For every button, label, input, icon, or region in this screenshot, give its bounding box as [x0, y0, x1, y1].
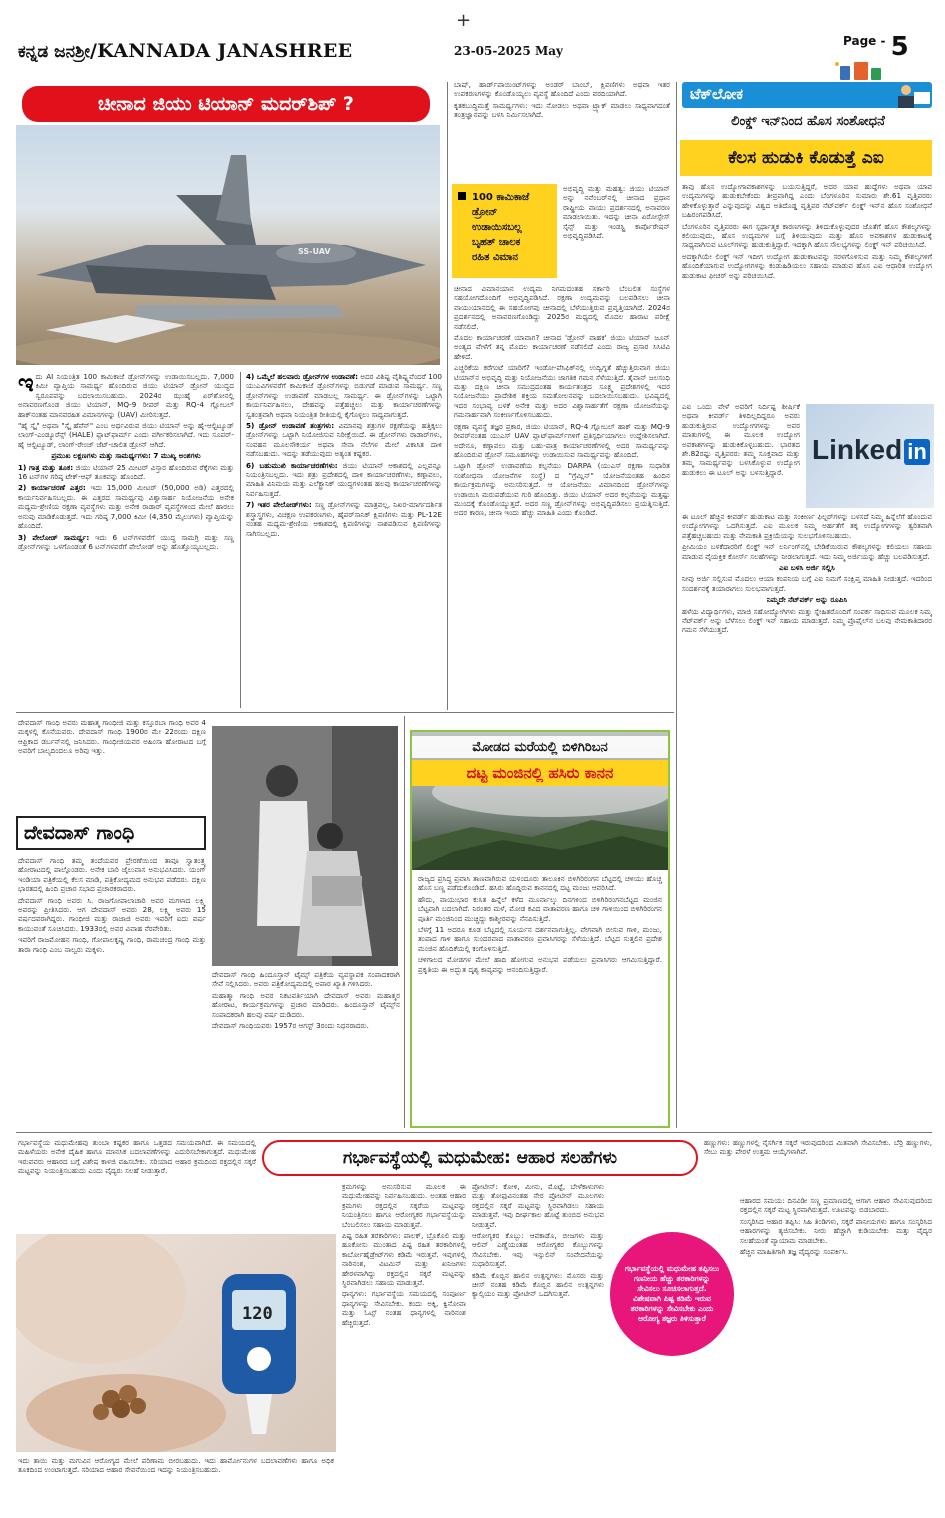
devadas-headline: ದೇವದಾಸ್ ಗಾಂಧಿ [24, 822, 135, 844]
drone-para: ಬಾಷ್, ಹಾರ್ಡ್‌ಪಾಯಿಂಟ್‌ಗಳನ್ನು ಅಂಡರ್ ಬಾಂಬ್, ಕ್ಷಿಪಣಿಗಳು ಅಥವಾ ಇತರ ಉಪಕರಣಗಳನ್ನು ಕೊಂಡೊಯ್ಯಲು ವ್ಯವಸ್ಥೆ ಹೊಂದಿದೆ ಎಂದು ವರದಿಯಾಗಿದೆ. [454, 80, 670, 99]
issue-month: May [534, 44, 563, 58]
drone-callout-box [452, 184, 557, 278]
devadas-para: ಇವರಿಗೆ ರಾಜಮೋಹನ ಗಾಂಧಿ, ಗೋಪಾಲಕೃಷ್ಣ ಗಾಂಧಿ, ರಾಮಚಂದ್ರ ಗಾಂಧಿ ಮತ್ತು ತಾರಾ ಗಾಂಧಿ ಎಂಬ ನಾಲ್ವರು ಮಕ್ಕಳು. [18, 935, 206, 954]
callout-line: ಡ್ರೋನ್ [472, 207, 498, 218]
drone-para: ಕೃತಕಬುದ್ಧಿಮತ್ತೆ ಸಾಮರ್ಥ್ಯಗಳು: ಇದು ನೋಡಲು ಅಥವಾ ಟ್ರ್ಯಾಕ್ ಮಾಡಲು ಸಾಧ್ಯವಾಗದಂತೆ ತಂತ್ರಜ್ಞಾನವನ್ನು ಬಳಸಿ ನಿರ್ಮಿಸಲಾಗಿದೆ. [454, 100, 670, 120]
devadas-para: ಮಹಾತ್ಮಾ ಗಾಂಧಿ ಅವರ ನಿಕಟವರ್ತಿಯಾಗಿ ದೇವದಾಸ್ ಅವರು ಮಹಾತ್ಮರ ಹೋರಾಟ, ಕಾರ್ಯಕ್ರಮಗಳನ್ನು ಪ್ರಚಾರ ಮಾಡಿದರು. ಹಿಂದೂಸ್ತಾನ್ ಟೈಮ್ಸ್‌ನ ಸಂಪಾದಕರಾಗಿ ಹಲವು ವರ್ಷ ದುಡಿದರು. [212, 990, 400, 1019]
tech-text-top [682, 182, 932, 400]
diabetes-para: ಧಾನ್ಯಗಳು: ಗರ್ಭಾವಸ್ಥೆಯ ಸಮಯದಲ್ಲಿ ಸಂಪೂರ್ಣ ಧಾನ್ಯಗಳನ್ನು ಸೇವಿಸಬೇಕು. ಕಂದು ಅಕ್ಕಿ, ಕ್ವಿನೋವಾ ಮತ್ತು ಓಟ್ಸ್ ನಂತಹ ಧಾನ್ಯಗಳಲ್ಲಿ ನಾರಿನಂಶ ಹೆಚ್ಚಿರುತ್ತದೆ. [342, 1289, 466, 1327]
drone-spec: 4) ಒಮ್ಮೆಲೆ ಹಲವಾರು ಡ್ರೋನ್‌ಗಳ ಉಡಾವಣೆ: ಅದರ ವಿಶಿಷ್ಟ ವೈಶಿಷ್ಟ್ಯವೆಂದರೆ 100 ಯುಎವಿಗಳವರೆಗೆ ಕಾಮಿಕಾಜೆ ಡ್ರೋನ್‌ಗಳನ್ನು ಬಿಡುಗಡೆ ಮಾಡುವ ಸಾಮರ್ಥ್ಯ. ಸಣ್ಣ ಡ್ರೋನ್‌ಗಳನ್ನು ಉಡಾವಣೆ ಮಾಡಬಲ್ಲ ಸಾಮರ್ಥ್ಯ. ಈ ಡ್ರೋನ್‌ಗಳನ್ನು ಒಟ್ಟಾಗಿ ಕಾರ್ಯನಿರ್ವಹಿಸಲು, ದೇಹವನ್ನು ಪತ್ತೆಹಚ್ಚಲು ಮತ್ತು ಕಾರ್ಯಾಚರಣೆಗಳನ್ನು ಸ್ವತಂತ್ರವಾಗಿ ಅಥವಾ ನಿಯಂತ್ರಿತ ರೀತಿಯಲ್ಲಿ ಕೈಗೊಳ್ಳಲು ಸಾಧ್ಯವಾಗುತ್ತದೆ. [246, 372, 442, 419]
masthead [0, 0, 945, 82]
forest-headline-1-box [412, 736, 668, 758]
linkedin-in-icon: in [904, 439, 930, 465]
glucose-meter-reading: 120 [242, 1304, 273, 1324]
drone-para: ರಕ್ಷಣಾ ವ್ಯವಸ್ಥೆ ತಜ್ಞರ ಪ್ರಕಾರ, ಜಿಯು ಟಿಯಾನ್, RQ-4 ಗ್ಲೋಬಲ್ ಹಾಕ್ ಮತ್ತು MQ-9 ರೀಪರ್‌ನಂತಹ ಯುಎಸ್ UAV ಪ್ಲಾಟ್‌ಫಾರ್ಮ್‌ಗಳಿಗೆ ಪ್ರತಿಸ್ಪರ್ಧಿಯಾಗಲು ಉದ್ದೇಶಿಸಲಾಗಿದೆ. ಅದೇನೂ, ಕಣ್ಗಾವಲು ಮತ್ತು ಬಹು-ಪಾತ್ರ ಕಾರ್ಯಾಚರಣೆಗಳಲ್ಲಿ ಅದರ ಸಾಮರ್ಥ್ಯವನ್ನು ಹೊಂದಿರುವ ಡ್ರೋನ್ ಸಮೂಹಗಳನ್ನು ಉಡಾಯಿಸುವ ಸಾಮರ್ಥ್ಯವನ್ನು ಹೊಂದಿದೆ. [454, 421, 670, 459]
paper-title [18, 40, 352, 62]
forest-para: ಬೆಳಗ್ಗೆ 11 ಅದರೂ ಕೂಡ ಬೆಟ್ಟದಲ್ಲಿ ಸೂರ್ಯನ ದರ್ಶನವಾಗುತ್ತಿಲ್ಲ. ವೇಗವಾಗಿ ಬೀಸುವ ಗಾಳಿ, ಮಂಜು, ತಂಪಾದ ಗಾಳಿ ಹಾಗೂ ಸುಂದರವಾದ ವಾತಾವರಣ ಪ್ರವಾಸಿಗರನ್ನು ಸೆಳೆಯುತ್ತಿದೆ. ಬೆಟ್ಟದ ಸುತ್ತಲಿನ ಪ್ರದೇಶ ಮಂಜಿನ ಹೊದಿಕೆಯಲ್ಲಿ ಕಂಗೊಳಿಸುತ್ತಿದೆ. [418, 925, 662, 953]
issue-date-value: 23-05-2025 [454, 44, 531, 58]
drone-para: "ಹೈ ಸ್ಕೈ" ಅಥವಾ "ಸ್ಕೈ ಹೆವೆನ್" ಎಂಬ ಅರ್ಥವಿರುವ ಜಿಯು ಟಿಯಾನ್ ಅನ್ನು ಹೈ-ಆಲ್ಟಿಟ್ಯೂಡ್ ಲಾಂಗ್-ಎಂಡ್ಯೂರೆನ್ಸ್ (HALE) ಪ್ಲಾಟ್‌ಫಾರ್ಮ್ ಎಂದು ವರ್ಗೀಕರಿಸಲಾಗಿದೆ. ಇದು ಸೂಪರ್-ಹೈ ಆಲ್ಟಿಟ್ಯೂಡ್, ಲಾಂಗ್-ರೇಂಜ್ ಜೆಟ್-ಚಾಲಿತ ಡ್ರೋನ್ ಆಗಿದೆ. [18, 421, 234, 449]
diabetes-photo [16, 1234, 336, 1452]
forest-headline-1: ಮೋಡದ ಮರೆಯಲ್ಲಿ ಬಿಳಿಗಿರಿಬನ [472, 739, 608, 755]
tech-para: ಈ ಟೂಲ್ ಹೆಚ್ಚಿನ ಕೀವರ್ಡ್ ಹುಡುಕಾಟ ಮತ್ತು ಸಂಕೀರ್ಣ ಫಿಲ್ಟರ್‌ಗಳನ್ನು ಬಳಸದೆ ನಿಮ್ಮ ಹಿನ್ನೆಲೆಗೆ ಹೊಂದುವ ಉದ್ಯೋಗಗಳನ್ನು ಒದಗಿಸುತ್ತದೆ. ಎಐ ಮೂಲಕ ನಿಮ್ಮ ಅರ್ಹತೆಗೆ ತಕ್ಕ ಉದ್ಯೋಗಗಳನ್ನು ತ್ವರಿತವಾಗಿ ಪತ್ತೆಹಚ್ಚಬಹುದು ಮತ್ತು ನೇಮಕಾತಿ ಪ್ರಕ್ರಿಯೆಯನ್ನು ಸುಲಭಗೊಳಿಸಬಹುದು. [682, 512, 932, 540]
drone-headline-banner [22, 86, 430, 122]
gadgets-icon [834, 60, 884, 82]
diabetes-para: ಸಂಸ್ಕರಿಸಿದ ಆಹಾರ ತಪ್ಪಿಸಿ: ಸಿಹಿ ತಿಂಡಿಗಳು, ಸಕ್ಕರೆ ಪಾನೀಯಗಳು ಹಾಗೂ ಸಂಸ್ಕರಿಸಿದ ಆಹಾರಗಳನ್ನು ತ್ಯಜಿಸಬೇಕು. ನೀರು ಹೆಚ್ಚಾಗಿ ಕುಡಿಯಬೇಕು ಮತ್ತು ವೈದ್ಯರ ಸಲಹೆಯಂತೆ ವ್ಯಾಯಾಮ ಮಾಡಬೇಕು. [740, 1216, 932, 1245]
forest-article [410, 730, 670, 1128]
paper-title-kannada: ಕನ್ನಡ ಜನಶ್ರೀ [18, 42, 90, 62]
callout-line: ಉಡಾಯಿಸಬಲ್ಲ [472, 222, 522, 233]
devadas-intro [18, 718, 206, 814]
forest-headline-2-box [412, 760, 668, 786]
tech-para: ನೀವು ಅರ್ಜಿ ಸಲ್ಲಿಸುವ ಮೊದಲು ಆಯಾ ಕಂಪನಿಯ ಬಗ್ಗೆ ಎಐ ನಿಮಗೆ ಸಂಕ್ಷಿಪ್ತ ಮಾಹಿತಿ ನೀಡುತ್ತದೆ. ಇದರಿಂದ ಸಂದರ್ಶನಕ್ಕೆ ತಯಾರಾಗಲು ಸುಲಭವಾಗುತ್ತದೆ. [682, 574, 932, 593]
tech-section-banner [682, 82, 932, 108]
drone-spec: 7) ಇತರ ಪೇಲೋಡ್‌ಗಳು: ಸಣ್ಣ ಡ್ರೋನ್‌ಗಳನ್ನು ಮಾತ್ರವಲ್ಲ, ನಿಖರ-ಮಾರ್ಗದರ್ಶಿತ ಶಸ್ತ್ರಾಸ್ತ್ರಗಳು, ವಿಚಕ್ಷಣ ಉಪಕರಣಗಳು, ಹೈಪರ್‌ಸಾನಿಕ್ ಕ್ಷಿಪಣಿಗಳು ಮತ್ತು PL-12E ನಂತಹ ಮಧ್ಯಮ-ಶ್ರೇಣಿಯ ಆಕಾಶದಲ್ಲಿ ಕ್ಷಿಪಣಿಗಳನ್ನು ನಾಶಪಡಿಸುವ ಕ್ಷಿಪಣಿಗಳನ್ನು ಸಾಗಿಸಬಲ್ಲದು. [246, 500, 442, 538]
callout-line: ರಹಿತ ವಿಮಾನ [472, 252, 518, 263]
diabetes-para: ಹಣ್ಣುಗಳು: ಹಣ್ಣುಗಳಲ್ಲಿ ನೈಸರ್ಗಿಕ ಸಕ್ಕರೆ ಇರುವುದರಿಂದ ಮಿತವಾಗಿ ಸೇವಿಸಬೇಕು. ಬೆರ್ರಿ ಹಣ್ಣುಗಳು, ಸೇಬು ಮತ್ತು ಪೇರಳೆ ಉತ್ತಮ ಆಯ್ಕೆಗಳಾಗಿವೆ. [704, 1138, 932, 1157]
drone-para: ಮೊದಲ ಕಾರ್ಯಾಚರಣೆ ಯಾವಾಗ? ಚೀನಾದ 'ಡ್ರೋನ್ ವಾಹಕ' ಜಿಯು ಟಿಯಾನ್ ಜೂನ್ ಅಂತ್ಯದ ವೇಳೆಗೆ ತನ್ನ ಮೊದಲ ಕಾರ್ಯಾಚರಣೆ ನಡೆಸಲಿದೆ ಎಂದು ರಾಜ್ಯ ಪ್ರಸಾರ ಸಿಸಿಟಿವಿ ಹೇಳಿದೆ. [454, 333, 670, 361]
devadas-photo [212, 726, 398, 966]
paper-title-english: KANNADA JANASHREE [97, 40, 353, 62]
tech-text-side [682, 402, 800, 510]
drone-spec: 5) ಡ್ರೋನ್ ಉಡಾವಣೆ ತಂತ್ರಗಳು: ವಿಮಾನವು ಶತ್ರುಗಳ ರಕ್ಷಣೆಯನ್ನು ಹತ್ತಿಕ್ಕಲು ಡ್ರೋನ್‌ಗಳನ್ನು ಒಟ್ಟಾಗಿ ನಿಯೋಜಿಸುವ ನಿರೀಕ್ಷೆಯಿದೆ. ಈ ಡ್ರೋನ್‌ಗಳು ರಾಡಾರ್‌ಗಳು, ಸಂವಹನ ಮೂಲಸೌಕರ್ಯ ಅಥವಾ ಸೇನಾ ನೆಲೆಗಳ ಮೇಲೆ ವಿಕಾಸಿತ ದಾಳಿ ನಡೆಸಬಹುದು. ಇದನ್ನು ತಡೆಯುವುದು ಅತ್ಯಂತ ಕಷ್ಟಕರ. [246, 421, 442, 459]
diabetes-callout-circle [610, 1232, 734, 1356]
linkedin-logo [806, 404, 934, 508]
page-number: 5 [890, 34, 909, 60]
diabetes-headline: ಗರ್ಭಾವಸ್ಥೆಯಲ್ಲಿ ಮಧುಮೇಹ: ಆಹಾರ ಸಲಹೆಗಳು [343, 1148, 617, 1168]
drone-para: ಎಚ್ಚರಿಕೆಯ ಕರೆಗಂಟೆ ಯಾರಿಗೆ? ಇಂಡೋ-ಪೆಸಿಫಿಕ್‌ನಲ್ಲಿ ಉದ್ವಿಗ್ನತೆ ಹೆಚ್ಚುತ್ತಿರುವಾಗ ಜಿಯು ಟಿಯಾನ್‌ನ ಅಭಿವೃದ್ಧಿ ಮತ್ತು ನಿಯೋಜನೆಯು ಜಾಗತಿಕ ಗಮನ ಸೆಳೆಯುತ್ತಿದೆ. ತೈವಾನ್ ಜಲಸಂಧಿ ಮತ್ತು ದಕ್ಷಿಣ ಚೀನಾ ಸಮುದ್ರದಂತಹ ಕಾರ್ಯತಂತ್ರದ ಸೂಕ್ಷ್ಮ ಪ್ರದೇಶಗಳಲ್ಲಿ ಇದರ ನಿಯೋಜನೆಯು ಪ್ರಾದೇಶಿಕ ಶಕ್ತಿಯ ಸಮತೋಲನವನ್ನು ಬದಲಾಯಿಸಬಹುದು. ಭವಿಷ್ಯದಲ್ಲಿ ಇದರ ಸಂಭಾವ್ಯ ಬಳಕೆ ಅನೇಕ ಮತ್ತು ಅದರ ವಿಶ್ವಾಸಾರ್ಹತೆಗೆ ರಕ್ಷಣಾ ಯೋಜನೆಯನ್ನು ಗಮನಾರ್ಹವಾಗಿ ಸಂಕೀರ್ಣಗೊಳಿಸಬಹುದು. [454, 363, 670, 420]
drone-para: ಅಭಿವೃದ್ಧಿ ಮತ್ತು ಮಹತ್ವ: ಜಿಯು ಟಿಯಾನ್ ಅನ್ನು ನವೆಂಬರ್‌ನಲ್ಲಿ ಚೀನಾದ ಪ್ರಧಾನ ರಾಷ್ಟ್ರೀಯ ವಾಯು ಪ್ರದರ್ಶನದಲ್ಲಿ ಅನಾವರಣ ಮಾಡಲಾಯಿತು. ಇದನ್ನು ಚೀನಾ ಏರೋಸ್ಪೇಸ್ ಸೈನ್ಸ್ ಮತ್ತು ಇಂಡಸ್ಟ್ರಿ ಕಾರ್ಪೊರೇಷನ್ ಅಭಿವೃದ್ಧಿಪಡಿಸಿದೆ. [563, 184, 670, 241]
page-indicator [843, 34, 909, 60]
tech-para: ಬೆಂಗಳೂರಿನ ವೃತ್ತಿಪರರು ಈಗ ಸ್ಪರ್ಧಾತ್ಮಕ ಕಾರಣಗಳನ್ನು ತಿಳಿದುಕೊಳ್ಳುವುದರ ಜೊತೆಗೆ ಹೊಸ ಕೌಶಲ್ಯಗಳನ್ನು ಕಲಿಯುವುದು, ಹೊಸ ಉದ್ಯಮಗಳ ಬಗ್ಗೆ ತಿಳಿಯುವುದು ಮತ್ತು ಹೊಸ ಅವಕಾಶಗಳ ಹುಡುಕಾಟಕ್ಕೆ ಸಾಧ್ಯವಾಗಿಸುವ ಟೂಲ್‌ಗಳನ್ನು ಹುಡುಕುತ್ತಿದ್ದಾರೆ. ಇದಕ್ಕಾಗಿ ಹೊಸ ಸೌಲಭ್ಯಗಳನ್ನು ಲಿಂಕ್ಡ್ ಇನ್ ಪರಿಚಯಿಸಿದೆ. [682, 221, 932, 250]
drone-column-1 [18, 372, 234, 710]
drone-spec: 1) ಗಾತ್ರ ಮತ್ತು ತೂಕ: ಜಿಯು ಟಿಯಾನ್ 25 ಮೀಟರ್ ವಿಸ್ತಾರ ಹೊಂದಿರುವ ರೆಕ್ಕೆಗಳು ಮತ್ತು 16 ಟನ್‌ಗಳ ಗರಿಷ್ಠ ಟೇಕ್-ಆಫ್ ತೂಕವನ್ನು ಹೊಂದಿದೆ. [18, 462, 234, 482]
devadas-body-right [212, 970, 400, 1138]
devadas-para: ದೇವದಾಸ್ ಗಾಂಧಿ ಅವರು ಮಹಾತ್ಮ ಗಾಂಧೀಜಿ ಮತ್ತು ಕಸ್ತೂರಬಾ ಗಾಂಧಿ ಅವರ 4 ಮಕ್ಕಳಲ್ಲಿ ಕೊನೆಯವರು. ದೇವದಾಸ್ ಗಾಂಧಿ 1900ರ ಮೇ 22ರಂದು ದಕ್ಷಿಣ ಆಫ್ರಿಕಾದ ಡರ್ಬನ್‌ನಲ್ಲಿ ಜನಿಸಿದರು. ಗಾಂಧೀಜಿಯವರ ಅಹಿಂಸಾ ಹೋರಾಟದ ಬಗ್ಗೆ ಅವರಿಗೆ ಬಾಲ್ಯದಿಂದಲೂ ಅರಿವು ಇತ್ತು. [18, 718, 206, 756]
diabetes-text-right-top [704, 1138, 932, 1192]
devadas-para: ದೇವದಾಸ್ ಗಾಂಧಿ ಹಿಂದೂಸ್ತಾನ್ ಟೈಮ್ಸ್ ಪತ್ರಿಕೆಯ ವ್ಯವಸ್ಥಾಪಕ ಸಂಪಾದಕರಾಗಿ ಸೇವೆ ಸಲ್ಲಿಸಿದರು. ಅವರು ಪತ್ರಿಕೋದ್ಯಮದಲ್ಲಿ ಅಪಾರ ಖ್ಯಾತಿ ಗಳಿಸಿದರು. [212, 970, 400, 989]
drone-specs-heading: ಪ್ರಮುಖ ಲಕ್ಷಣಗಳು ಮತ್ತು ಸಾಮರ್ಥ್ಯಗಳು: 7 ಮುಖ್ಯ ಅಂಶಗಳು [51, 451, 201, 461]
tech-worker-icon [892, 82, 932, 108]
forest-para: ಹೌದು, ವಾಯುಭಾರ ಕುಸಿತ ಹಿನ್ನೆಲೆ ಕಳೆದ ಮೂರ್ನಾಲ್ಕು ದಿನಗಳಿಂದ ಬಿಳಿಗಿರಿರಂಗನಬೆಟ್ಟದ ಮಂಜಿನ ಬೆಟ್ಟವಾಗಿ ಬದಲಾಗಿದೆ. ನಿರಂತರ ಮಳೆ, ಮೋಡ ಕವಿದ ವಾತಾವರಣ ಹಾಗೂ ಚಳಿ ಗಾಳಿಯಿಂದ ಬಿಳಿಗಿರಿರಂಗನ ಪೂರ್ತಿ ಮಂಜಿನಿಂದ ಮುಚ್ಚಿದ್ದು ಕಾಶ್ಮೀರವನ್ನು ನೆನಪಿಸುತ್ತಿದೆ. [418, 894, 662, 923]
drone-photo-label: SS-UAV [298, 247, 331, 256]
diabetes-col-2 [472, 1182, 604, 1512]
drone-column-3-bottom [454, 284, 670, 710]
diabetes-col-3 [740, 1196, 932, 1512]
diabetes-headline-box [262, 1140, 698, 1176]
diabetes-para: ಆಹಾರದ ಸಮಯ: ದಿನವಿಡೀ ಸಣ್ಣ ಪ್ರಮಾಣದಲ್ಲಿ ಆಗಾಗ ಆಹಾರ ಸೇವಿಸುವುದರಿಂದ ರಕ್ತದಲ್ಲಿನ ಸಕ್ಕರೆ ಮಟ್ಟ ಸ್ಥಿರವಾಗಿರುತ್ತದೆ. ಊಟವನ್ನು ಬಿಡಬಾರದು. [740, 1196, 932, 1215]
callout-line: 100 ಕಾಮಿಕಾಜೆ [472, 192, 530, 203]
drone-illustration [16, 125, 440, 365]
diabetes-para: ಕ್ರಮಗಳನ್ನು ಅನುಸರಿಸುವ ಮೂಲಕ ಈ ಮಧುಮೇಹವನ್ನು ನಿರ್ವಹಿಸಬಹುದು. ಅಂತಹ ಆಹಾರ ಕ್ರಮಗಳು ರಕ್ತದಲ್ಲಿನ ಸಕ್ಕರೆಯ ಮಟ್ಟವನ್ನು ನಿಯಂತ್ರಿಸಲು ಹಾಗೂ ಆರೋಗ್ಯಕರ ಗರ್ಭಾವಸ್ಥೆಯನ್ನು ಬೆಂಬಲಿಸಲು ಸಹಾಯ ಮಾಡುತ್ತವೆ. [342, 1182, 466, 1229]
drone-spec: 2) ಕಾರ್ಯಾಚರಣೆ ಎತ್ತರ: ಇದು 15,000 ಮೀಟರ್ (50,000 ಅಡಿ) ಎತ್ತರದಲ್ಲಿ ಕಾರ್ಯನಿರ್ವಹಿಸಬಲ್ಲದು. ಈ ಎತ್ತರದ ಸಾಮರ್ಥ್ಯವು ವಿಶ್ವಾಸಾರ್ಹ ನಿಯೋಜನೆಯ ಅನೇಕ ಮಧ್ಯಮ-ಶ್ರೇಣಿಯ ರಕ್ಷಣಾ ವ್ಯವಸ್ಥೆಗಳು ಮತ್ತು ಅನೇಕ ರಾಡಾರ್ ವ್ಯವಸ್ಥೆಗಳಿಂದ ಮೇಲೆ ಹಾರಲು ಅನುವು ಮಾಡಿಕೊಡುತ್ತದೆ. ಇದು ಗರಿಷ್ಠ 7,000 ಕಿಮೀ (4,350 ಮೈಲುಗಳು) ವ್ಯಾಪ್ತಿಯನ್ನು ಹೊಂದಿದೆ. [18, 483, 234, 531]
diabetes-callout-text: ಗರ್ಭಾವಸ್ಥೆಯಲ್ಲಿ ಮಧುಮೇಹ ತಪ್ಪಿಸಲು ಗಣನೀಯ ಹೆಚ್ಚು ತರಕಾರಿಗಳನ್ನು ಸೇವಿಸಲು ಸೂಚಿಸಲಾಗುತ್ತದೆ. ವಿಶೇಷವಾಗಿ ಪಿಷ್ಟ ಕಡಿಮೆ ಇರುವ ತರಕಾರಿಗಳನ್ನು ಸೇವಿಸಬೇಕು ಎಂದು ಆರೋಗ್ಯ ತಜ್ಞರು ತಿಳಿಸುತ್ತಾರೆ [624, 1264, 720, 1323]
tech-para: ಹಳೆಯ ವಿದ್ಯಾರ್ಥಿಗಳು, ಮಾಜಿ ಸಹೋದ್ಯೋಗಿಗಳು ಮತ್ತು ಸ್ನೇಹಿತರೊಂದಿಗೆ ಸಂಪರ್ಕ ಸಾಧಿಸುವ ಮೂಲಕ ನಿಮ್ಮ ನೆಟ್‌ವರ್ಕ್ ಅನ್ನು ಬೆಳೆಸಲು ಲಿಂಕ್ಡ್ ಇನ್ ಸಹಾಯ ಮಾಡುತ್ತದೆ. ನಿಮ್ಮ ಪ್ರೊಫೈಲ್‌ನ ಬಲವು ನೇಮಕಾತಿದಾರರ ಗಮನ ಸೆಳೆಯುತ್ತದೆ. [682, 606, 932, 635]
tech-section-label: ಟೆಕ್‌ಲೋಕ [690, 85, 743, 103]
drone-para: ದು AI ನಿಯಂತ್ರಿತ 100 ಕಾಮಿಕಾಜೆ ಡ್ರೋನ್‌ಗಳನ್ನು ಉಡಾಯಿಸಬಲ್ಲದು. 7,000 ಕಿಮೀ ವ್ಯಾಪ್ತಿಯ ಸಾಮರ್ಥ್ಯ ಹೊಂದಿರುವ ಜಿಯು ಟಿಯಾನ್ ಡ್ರೋನ್ ಯುದ್ಧದ ಸ್ವರೂಪವನ್ನು ಬದಲಾಯಿಸಬಹುದು. 2024ರ ಝುಹೈ ಏರ್‌ಶೋನಲ್ಲಿ ಅನಾವರಣಗೊಂಡ ಜಿಯು ಟಿಯಾನ್, MQ-9 ರೀಪರ್ ಮತ್ತು RQ-4 ಗ್ಲೋಬಲ್ ಹಾಕ್‌ನಂತಹ ಮಾನವರಹಿತ ವಿಮಾನಗಳನ್ನು (UAV) ಮೀರಿಸುತ್ತದೆ. [18, 372, 234, 419]
drone-para: ಚೀನಾದ ವಿಮಾನಯಾನ ಉದ್ಯಮ ನಿಗಮದಂತಹ ಸರ್ಕಾರಿ ಬೆಂಬಲಿತ ಸಂಸ್ಥೆಗಳ ಸಹಯೋಗದೊಂದಿಗೆ ಅಭಿವೃದ್ಧಿಪಡಿಸಿದೆ. ರಕ್ಷಣಾ ಉದ್ಯಮವನ್ನು ಬಲಪಡಿಸಲು ಚೀನಾ ವಾಯುಯಾನದಲ್ಲಿ ಈ ಸಹಯೋಗವು ಚೀನಾದಲ್ಲಿ ಬೆಳೆಯುತ್ತಿರುವ ಪ್ರವೃತ್ತಿಯಾಗಿದೆ. 2024ರ ಪ್ರದರ್ಶನದಲ್ಲಿ ಅನಾವರಣಗೊಂಡಿದ್ದು 2025ರ ಮಧ್ಯದಲ್ಲಿ ಮೊದಲ ಹಾರಾಟ ಪರೀಕ್ಷೆ ನಡೆಸಲಿದೆ. [454, 284, 670, 331]
center-crop-mark: + [456, 12, 472, 30]
drone-column-2 [246, 372, 442, 710]
forest-headline-2: ದಟ್ಟ ಮಂಜಿನಲ್ಲಿ ಹಸಿರು ಕಾನನ [466, 764, 614, 782]
forest-para: ಚಳಿಗಾಲದ ಮೋಡಗಳ ಮೇಲೆ ಹಾದಿ ಹೋಗುವ ಅನುಭವ ಪಡೆಯಲು ಪ್ರವಾಸಿಗರು ಆಗಮಿಸುತ್ತಿದ್ದಾರೆ. ಪ್ರಕೃತಿಯ ಈ ಅದ್ಭುತ ದೃಶ್ಯ ಕಾವ್ಯವನ್ನು ಆನಂದಿಸುತ್ತಿದ್ದಾರೆ. [418, 955, 662, 974]
diabetes-below-photo [18, 1456, 334, 1512]
diabetes-intro [18, 1138, 256, 1230]
diabetes-para: ಪಿಷ್ಟ ರಹಿತ ತರಕಾರಿಗಳು: ಪಾಲಕ್, ಬ್ರೊಕೊಲಿ ಮತ್ತು ಹೂಕೋಸು ಮುಂತಾದ ಪಿಷ್ಟ ರಹಿತ ತರಕಾರಿಗಳಲ್ಲಿ ಕಾರ್ಬೋಹೈಡ್ರೇಟ್‌ಗಳು ಕಡಿಮೆ ಇರುತ್ತವೆ. ಇವುಗಳಲ್ಲಿ ನಾರಿನಂಶ, ವಿಟಮಿನ್ ಮತ್ತು ಖನಿಜಗಳು ಹೇರಳವಾಗಿದ್ದು ರಕ್ತದಲ್ಲಿನ ಸಕ್ಕರೆ ಮಟ್ಟವನ್ನು ಸ್ಥಿರವಾಗಿಡಲು ಸಹಾಯ ಮಾಡುತ್ತವೆ. [342, 1231, 466, 1288]
devadas-para: ದೇವದಾಸ್ ಗಾಂಧಿ ತಮ್ಮ ತಂದೆಯವರ ಪ್ರೇರಣೆಯಿಂದ ತಾವೂ ಸ್ವಾತಂತ್ರ್ಯ ಹೋರಾಟದಲ್ಲಿ ಪಾಲ್ಗೊಂಡರು. ಅನೇಕ ಬಾರಿ ಜೈಲುವಾಸ ಅನುಭವಿಸಿದರು. ಯಂಗ್ ಇಂಡಿಯಾ ಪತ್ರಿಕೆಯಲ್ಲಿ ಕೆಲಸ ಮಾಡಿ, ಪತ್ರಿಕೋದ್ಯಮದ ಅನುಭವ ಪಡೆದರು. ದಕ್ಷಿಣ ಭಾರತದಲ್ಲಿ ಹಿಂದಿ ಪ್ರಚಾರ ಸಭಾದ ಪ್ರಚಾರಕರಾದರು. [18, 856, 206, 894]
drone-para: ಒಟ್ಟಾಗಿ ಡ್ರೋನ್ ಉಡಾವಣೆಯ ಕಲ್ಪನೆಯು DARPA (ಯುಎಸ್ ರಕ್ಷಣಾ ಸುಧಾರಿತ ಸಂಶೋಧನಾ ಯೋಜನೆಗಳ ಸಂಸ್ಥೆ) ದ "ಗ್ರೆಮ್ಲಿನ್" ಯೋಜನೆಯಂತಹ ಹಿಂದಿನ ಕಾರ್ಯಕ್ರಮಗಳನ್ನು ಅನುಸರಿಸುತ್ತದೆ. ಆ ಯೋಜನೆಯು ವಿಮಾನದಿಂದ ಡ್ರೋನ್‌ಗಳನ್ನು ಉಡಾಯಿಸಿ ಮರುಪಡೆಯುವ ಗುರಿ ಹೊಂದಿತ್ತು. ಜಿಯು ಟಿಯಾನ್ ಅದರ ಕಲ್ಪನೆಯನ್ನು ಮತ್ತಷ್ಟು ಮುಂದಕ್ಕೆ ಕೊಂಡೊಯ್ಯುತ್ತದೆ. ಅದರ ಸಣ್ಣ ಡ್ರೋನ್‌ಗಳನ್ನು ಅಭಿವೃದ್ಧಿಪಡಿಸಲು ಪ್ರಯತ್ನಿಸುತ್ತಿದೆ. ಅದರ ಕಾರಣ, ಚೀನಾ ಇಂದು ಹೆಚ್ಚು ಮಾಹಿತಿ ಎಂದು ಕೊಂಡಿದೆ. [454, 461, 670, 518]
tech-para: ಎಐ ಒಂದು ವೇಳೆ ಅವರಿಗೆ ನಿರ್ದಿಷ್ಟ ಶೀರ್ಷಿಕೆ ಅಥವಾ ಕೀವರ್ಡ್ ತಿಳಿದಿಲ್ಲದಿದ್ದರೂ ಅವರು ಹುಡುಕುತ್ತಿರುವ ಉದ್ಯೋಗಗಳನ್ನು ಅವರ ಮಾತುಗಳಲ್ಲಿ ಈ ಮೂಲಕ ಉದ್ಯೋಗ ಅವಕಾಶಗಳನ್ನು ಹುಡುಕಿಕೊಳ್ಳಬಹುದು. ಭಾರತದ ಶೇ.82ರಷ್ಟು ವೃತ್ತಿಪರರು ತಮ್ಮ ಸೂಕ್ತವಾದ ಮತ್ತು ತಮ್ಮ ಸಾಮರ್ಥ್ಯವನ್ನು ಬಳಸಿಕೊಳ್ಳುವ ಉದ್ಯೋಗ ಹುಡುಕಲು ಈ ಟೂಲ್ ಅನ್ನು ಬಳಸುತ್ತಿದ್ದಾರೆ. [682, 402, 800, 477]
callout-bullet-icon [458, 192, 466, 200]
forest-photo [412, 732, 668, 870]
tech-para: ತಾವು ಹೊಸ ಉದ್ಯೋಗಾವಕಾಶಗಳನ್ನು ಬಯಸುತ್ತಿದ್ದರೆ, ಅದರ ಯಾವ ಹುದ್ದೆಗಳು ಅಥವಾ ಯಾವ ಉದ್ಯಮಗಳನ್ನು ಹುಡುಕಬೇಕೆಂದು ತೀವ್ರವಾಗಿದ್ದ ಎಂದು ಬೆಂಗಳೂರಿನ ಸುಮಾರು ಶೇ.61 ವೃತ್ತಿಪರರು ಹೇಳಿಕೊಳ್ಳುತ್ತಾರೆ ಎನ್ನುವುದನ್ನು ವಿಶ್ವದ ಅತಿದೊಡ್ಡ ವೃತ್ತಿಪರ ನೆಟ್‌ವರ್ಕ್ ಲಿಂಕ್ಡ್ ಇನ್‌ನ ಹೊಸ ಸಂಶೋಧನೆ ಬಹಿರಂಗಪಡಿಸಿದೆ. [682, 182, 932, 220]
diabetes-col-1 [342, 1182, 466, 1512]
tech-headline-box [680, 140, 932, 176]
forest-para: ರಾಜ್ಯದ ಪ್ರಸಿದ್ಧ ಪ್ರವಾಸಿ ತಾಣವಾಗಿರುವ ಯಳಂದೂರು ತಾಲೂಕಿನ ಬಿಳಿಗಿರಿರಂಗನ ಬೆಟ್ಟದಲ್ಲಿ ಚಳಿಯು ಹೊಚ್ಚ ಹೊಸ ಬಣ್ಣ ಪಡೆದುಕೊಂಡಿದೆ. ಹಸಿರು ಹೊದ್ದಿರುವ ಕಾನನದಲ್ಲಿ ದಟ್ಟ ಮಂಜು ಆವರಿಸಿದೆ. [418, 874, 662, 893]
forest-body [418, 872, 662, 1124]
drone-column-3-side [563, 184, 670, 280]
diabetes-para: ಕಡಿಮೆ ಕೊಬ್ಬಿನ ಹಾಲಿನ ಉತ್ಪನ್ನಗಳು: ಮೊಸರು ಮತ್ತು ಚೀಸ್ ನಂತಹ ಕಡಿಮೆ ಕೊಬ್ಬಿನ ಹಾಲಿನ ಉತ್ಪನ್ನಗಳು ಕ್ಯಾಲ್ಸಿಯಂ ಮತ್ತು ಪ್ರೋಟೀನ್ ಒದಗಿಸುತ್ತವೆ. [472, 1270, 604, 1299]
drone-headline: ಚೀನಾದ ಜಿಯು ಟಿಯಾನ್ ಮದರ್‌ಶಿಪ್ ? [98, 93, 354, 115]
drone-photo [16, 125, 440, 365]
tech-para: ಅದಕ್ಕಾಗಿಯೇ ಲಿಂಕ್ಡ್ ಇನ್ ಇದೀಗ ಉದ್ಯೋಗ ಹುಡುಕಾಟವನ್ನು ಸರಳಗೊಳಿಸುವ ಮತ್ತು ನಿಮ್ಮ ಕೌಶಲ್ಯಗಳಿಗೆ ಹೊಂದಿಕೆಯಾಗುವ ಉದ್ಯೋಗಗಳನ್ನು ಕಂಡುಹಿಡಿಯಲು ಸಹಾಯ ಮಾಡುವ ಹೊಸ ಎಐ ಆಧಾರಿತ ಉದ್ಯೋಗ ಹುಡುಕಾಟ ಫೀಚರ್ ಅನ್ನು ಪರಿಚಯಿಸಿದೆ. [682, 251, 932, 280]
linkedin-wordmark: Linked [812, 434, 903, 465]
tech-para: ಪ್ರೀಮಿಯಂ ಬಳಕೆದಾರರಿಗೆ ಲಿಂಕ್ಡ್ ಇನ್ ಲರ್ನಿಂಗ್‌ನಲ್ಲಿ ಬೇಡಿಕೆಯಿರುವ ಕೌಶಲ್ಯಗಳನ್ನು ಕಲಿಯಲು ಸಹಾಯ ಮಾಡುವ ವೈಯಕ್ತಿಕ ಕೋರ್ಸ್ ಸಲಹೆಗಳನ್ನು ನೀಡಲಾಗುತ್ತದೆ. ಇದು ನಿಮ್ಮ ಅರ್ಜಿಯನ್ನು ಹೆಚ್ಚು ಬಲಪಡಿಸುತ್ತದೆ. [682, 542, 932, 561]
page-label: Page - [843, 34, 886, 48]
tech-headline: ಕೆಲಸ ಹುಡುಕಿ ಕೊಡುತ್ತೆ ಎಐ [728, 148, 884, 168]
devadas-para: ದೇವದಾಸ್ ಗಾಂಧಿ ಅವರು ಸಿ. ರಾಜಗೋಪಾಲಾಚಾರಿ ಅವರ ಮಗಳಾದ ಲಕ್ಷ್ಮಿ ಅವರನ್ನು ಪ್ರೀತಿಸಿದರು. ಆಗ ದೇವದಾಸ್ ಅವರು 28, ಲಕ್ಷ್ಮಿ ಅವರು 15 ವರ್ಷದವರಾಗಿದ್ದರು. ಗಾಂಧೀಜಿ ಮತ್ತು ರಾಜಾಜಿ ಅವರು ಇವರಿಗೆ ಐದು ವರ್ಷ ಕಾಯುವಂತೆ ಸೂಚಿಸಿದರು. 1933ರಲ್ಲಿ ಅವರ ವಿವಾಹ ನೆರವೇರಿತು. [18, 895, 206, 933]
title-separator: / [89, 40, 98, 62]
diabetes-para: ಆರೋಗ್ಯಕರ ಕೊಬ್ಬು: ಆವಕಾಡೊ, ಬೀಜಗಳು ಮತ್ತು ಆಲಿವ್ ಎಣ್ಣೆಯಂತಹ ಆರೋಗ್ಯಕರ ಕೊಬ್ಬುಗಳನ್ನು ಸೇವಿಸಬೇಕು. ಇವು ಇನ್ಸುಲಿನ್ ಸಂವೇದನೆಯನ್ನು ಸುಧಾರಿಸುತ್ತವೆ. [472, 1231, 604, 1269]
drone-spec: 6) ಬಹುಮುಖಿ ಕಾರ್ಯಾಚರಣೆಗಳು: ಜಿಯು ಟಿಯಾನ್ ಆಕಾಶದಲ್ಲಿ ಎಲ್ಲವನ್ನೂ ನಿಯಂತ್ರಿಸಬಲ್ಲದು. ಇದು ಶತ್ರು ಪ್ರದೇಶದಲ್ಲಿ ದಾಳಿ ಕಾರ್ಯಾಚರಣೆಗಳು, ಕಣ್ಗಾವಲು, ಮಾಹಿತಿ ವಿನಿಮಯ ಮತ್ತು ಎಲೆಕ್ಟ್ರಾನಿಕ್ ಯುದ್ಧಗಳಂತಹ ಹಲವು ಕಾರ್ಯಾಚರಣೆಗಳನ್ನು ನಿರ್ವಹಿಸುತ್ತದೆ. [246, 460, 442, 498]
tech-subhead: ನಿಮ್ಮದೇ ನೆಟ್‌ವರ್ಕ್ ಅನ್ನು ರೂಪಿಸಿ [766, 595, 848, 605]
issue-date [454, 44, 563, 58]
tech-text-bottom [682, 512, 932, 1128]
callout-line: ಬೃಹತ್ ಚಾಲಕ [472, 237, 521, 248]
diabetes-para: ಗರ್ಭಾವಸ್ಥೆಯ ಮಧುಮೇಹವು ತುಂಬಾ ಕಷ್ಟಕರ ಹಾಗೂ ಒತ್ತಡದ ಸಮಯವಾಗಿದೆ. ಈ ಸಮಯದಲ್ಲಿ ಮಹಿಳೆಯರು ಅನೇಕ ದೈಹಿಕ ಹಾಗೂ ಮಾನಸಿಕ ಬದಲಾವಣೆಗಳನ್ನು ಎದುರಿಸಬೇಕಾಗುತ್ತದೆ. ಮಧುಮೇಹ ಇರುವವರು ಆಹಾರದ ಬಗ್ಗೆ ವಿಶೇಷ ಕಾಳಜಿ ವಹಿಸಬೇಕು. ಸರಿಯಾದ ಆಹಾರ ಕ್ರಮದಿಂದ ರಕ್ತದಲ್ಲಿನ ಸಕ್ಕರೆ ಮಟ್ಟವನ್ನು ನಿಯಂತ್ರಿಸಬಹುದು ಎಂದು ವೈದ್ಯರು ಸಲಹೆ ನೀಡುತ್ತಾರೆ. [18, 1138, 256, 1176]
devadas-headline-box [16, 816, 206, 850]
drone-column-3-top [454, 80, 670, 184]
devadas-body [18, 856, 206, 1138]
diabetes-para: ಪ್ರೋಟೀನ್: ಕೋಳಿ, ಮೀನು, ಮೊಟ್ಟೆ, ಬೇಳೆಕಾಳುಗಳು ಮತ್ತು ತೋಫುವಿನಂತಹ ನೇರ ಪ್ರೋಟೀನ್ ಮೂಲಗಳು ರಕ್ತದಲ್ಲಿನ ಸಕ್ಕರೆ ಮಟ್ಟವನ್ನು ಸ್ಥಿರವಾಗಿಡಲು ಸಹಾಯ ಮಾಡುತ್ತವೆ. ಇವು ದೀರ್ಘಕಾಲ ಹೊಟ್ಟೆ ತುಂಬಿದ ಅನುಭವ ನೀಡುತ್ತವೆ. [472, 1182, 604, 1229]
linkedin-logo-text [812, 434, 930, 466]
drone-drop-cap: ಇ [18, 372, 34, 397]
diabetes-para: ಇದು ತಾಯಿ ಮತ್ತು ಮಗುವಿನ ಆರೋಗ್ಯದ ಮೇಲೆ ಪರಿಣಾಮ ಬೀರಬಹುದು. ಇದು ಹಾರ್ಮೋನುಗಳ ಬದಲಾವಣೆಗಳು ಹಾಗೂ ಅಧಿಕ ತೂಕದಿಂದ ಉಂಟಾಗುತ್ತದೆ. ಸರಿಯಾದ ಆಹಾರ ಸೇವನೆಯಿಂದ ಇದನ್ನು ನಿಯಂತ್ರಿಸಬಹುದು. [18, 1456, 334, 1475]
diabetes-para: ಹೆಚ್ಚಿನ ಮಾಹಿತಿಗಾಗಿ ತಜ್ಞ ವೈದ್ಯರನ್ನು ಸಂಪರ್ಕಿಸಿ. [740, 1247, 849, 1257]
drone-spec: 3) ಪೇಲೋಡ್ ಸಾಮರ್ಥ್ಯ: ಇದು 6 ಟನ್‌ಗಳವರೆಗೆ ಯುದ್ಧ ಸಾಮಗ್ರಿ ಮತ್ತು ಸಣ್ಣ ಡ್ರೋನ್‌ಗಳನ್ನು ಒಳಗೊಂಡಂತೆ 6 ಟನ್‌ಗಳವರೆಗೆ ಪೇಲೋಡ್ ಅನ್ನು ಹೊತ್ತೊಯ್ಯಬಲ್ಲದು. [18, 532, 234, 551]
devadas-para: ದೇವದಾಸ್ ಗಾಂಧಿಯವರು 1957ರ ಆಗಸ್ಟ್ 3ರಂದು ನಿಧನರಾದರು. [212, 1021, 369, 1031]
tech-subhead: ಎಐ ಬಳಸಿ ಅರ್ಜಿ ಸಲ್ಲಿಸಿ [779, 563, 835, 573]
tech-kicker: ಲಿಂಕ್ಡ್ ಇನ್‌ನಿಂದ ಹೊಸ ಸಂಶೋಧನೆ [731, 114, 885, 129]
